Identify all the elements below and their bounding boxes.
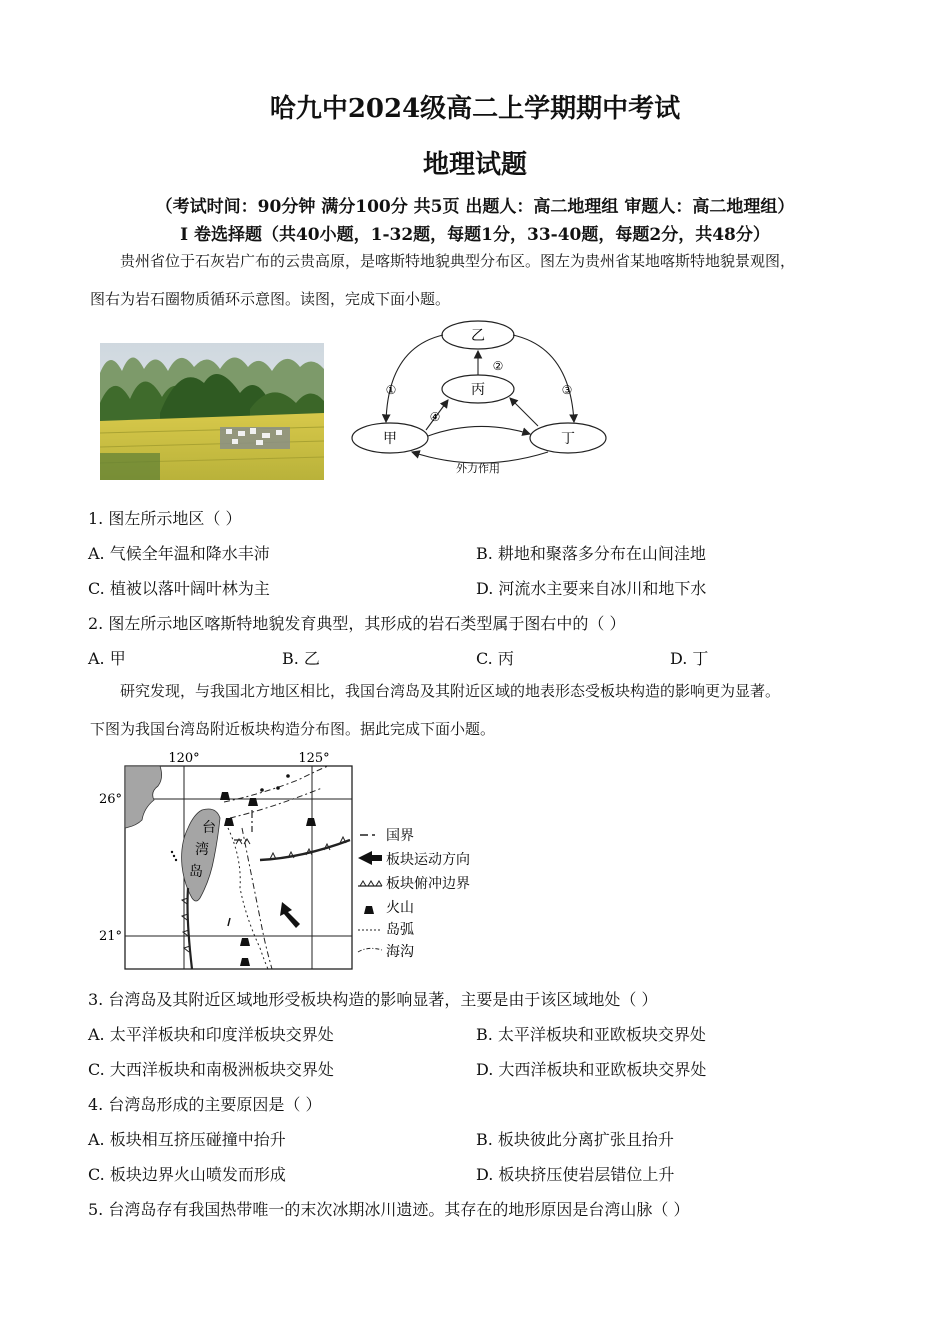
question-2-option-a[interactable]: A. 甲 [88,649,126,668]
map-legend [358,828,470,960]
exam-title: 哈九中2024级高二上学期期中考试 [269,94,681,124]
question-4-option-c[interactable]: C. 板块边界火山喷发而形成 [88,1165,286,1184]
passage2-line1: 研究发现，与我国北方地区相比，我国台湾岛及其附近区域的地表形态受板块构造的影响更为显著。 [120,682,781,700]
question-3-stem: 3. 台湾岛及其附近区域地形受板块构造的影响显著，主要是由于该区域地处（ ） [88,990,658,1009]
question-3-option-c[interactable]: C. 大西洋板块和南极洲板块交界处 [88,1060,334,1079]
karst-landscape-photo [100,343,324,480]
question-2-option-c[interactable]: C. 丙 [476,649,514,668]
legend-volcano-icon [364,906,374,914]
arrow-1 [386,335,443,422]
island-label-3: 岛 [189,864,203,880]
subject-title: 地理试题 [422,150,527,180]
question-4-stem: 4. 台湾岛形成的主要原因是（ ） [88,1095,322,1114]
legend-trench: 海沟 [386,944,414,960]
legend-subduction: 板块俯冲边界 [386,876,470,892]
question-2-option-b[interactable]: B. 乙 [282,649,320,668]
legend-volcano: 火山 [386,900,414,916]
arrow-3-label: ③ [561,383,573,397]
node-jia-label: 甲 [383,431,397,447]
lat-label-21: 21° [98,929,122,944]
legend-national-boundary: 国界 [386,828,414,844]
question-5-stem: 5. 台湾岛存有我国热带唯一的末次冰期冰川遗迹。其存在的地形原因是台湾山脉（ ） [88,1200,690,1219]
question-2-option-d[interactable]: D. 丁 [670,649,709,668]
question-1-option-a[interactable]: A. 气候全年温和降水丰沛 [88,544,270,563]
question-4-option-d[interactable]: D. 板块挤压使岩层错位上升 [476,1165,675,1184]
question-1-option-b[interactable]: B. 耕地和聚落多分布在山间洼地 [476,544,706,563]
arrow-ding-bing [510,398,538,426]
node-yi-label: 乙 [471,328,485,344]
section-title: Ⅰ 卷选择题（共40小题，1-32题，每题1分，33-40题，每题2分，共48分） [180,225,770,245]
question-2-stem: 2. 图左所示地区喀斯特地貌发育典型，其形成的岩石类型属于图右中的（ ） [88,614,626,633]
legend-arrow-icon [358,851,382,865]
external-force-label: 外力作用 [456,462,500,475]
legend-island-arc: 岛弧 [386,922,414,938]
arrow-jia-ding [428,426,530,436]
question-4-option-b[interactable]: B. 板块彼此分离扩张且抬升 [476,1130,674,1149]
island-label-1: 台 [202,820,216,836]
passage1-line1: 贵州省位于石灰岩广布的云贵高原，是喀斯特地貌典型分布区。图左为贵州省某地喀斯特地貌景观图， [120,252,796,270]
question-3-option-d[interactable]: D. 大西洋板块和亚欧板块交界处 [476,1060,707,1079]
rock-cycle-diagram [348,318,610,480]
question-1-option-c[interactable]: C. 植被以落叶阔叶林为主 [88,579,270,598]
question-1-stem: 1. 图左所示地区（ ） [88,509,242,528]
island-label-2: 湾 [195,842,209,858]
question-3-option-b[interactable]: B. 太平洋板块和亚欧板块交界处 [476,1025,706,1044]
question-1-option-d[interactable]: D. 河流水主要来自冰川和地下水 [476,579,707,598]
taiwan-plate-map [92,748,492,974]
lon-label-120: 120° [168,751,200,766]
lat-label-26: 26° [98,792,122,807]
node-bing-label: 丙 [471,382,485,398]
lon-label-125: 125° [298,751,330,766]
passage1-line2: 图右为岩石圈物质循环示意图。读图，完成下面小题。 [90,290,451,308]
legend-plate-motion: 板块运动方向 [386,852,470,868]
exam-info: （考试时间：90分钟 满分100分 共5页 出题人：高二地理组 审题人：高二地理组） [155,197,795,217]
arrow-1-label: ① [385,383,397,397]
question-3-option-a[interactable]: A. 太平洋板块和印度洋板块交界处 [88,1025,334,1044]
arrow-4-label: ④ [429,410,441,424]
arrow-3 [513,335,574,422]
arrow-2-label: ② [492,359,504,373]
node-ding-label: 丁 [561,431,575,447]
question-4-option-a[interactable]: A. 板块相互挤压碰撞中抬升 [88,1130,286,1149]
map-frame [125,766,352,969]
passage2-line2: 下图为我国台湾岛附近板块构造分布图。据此完成下面小题。 [90,720,496,738]
